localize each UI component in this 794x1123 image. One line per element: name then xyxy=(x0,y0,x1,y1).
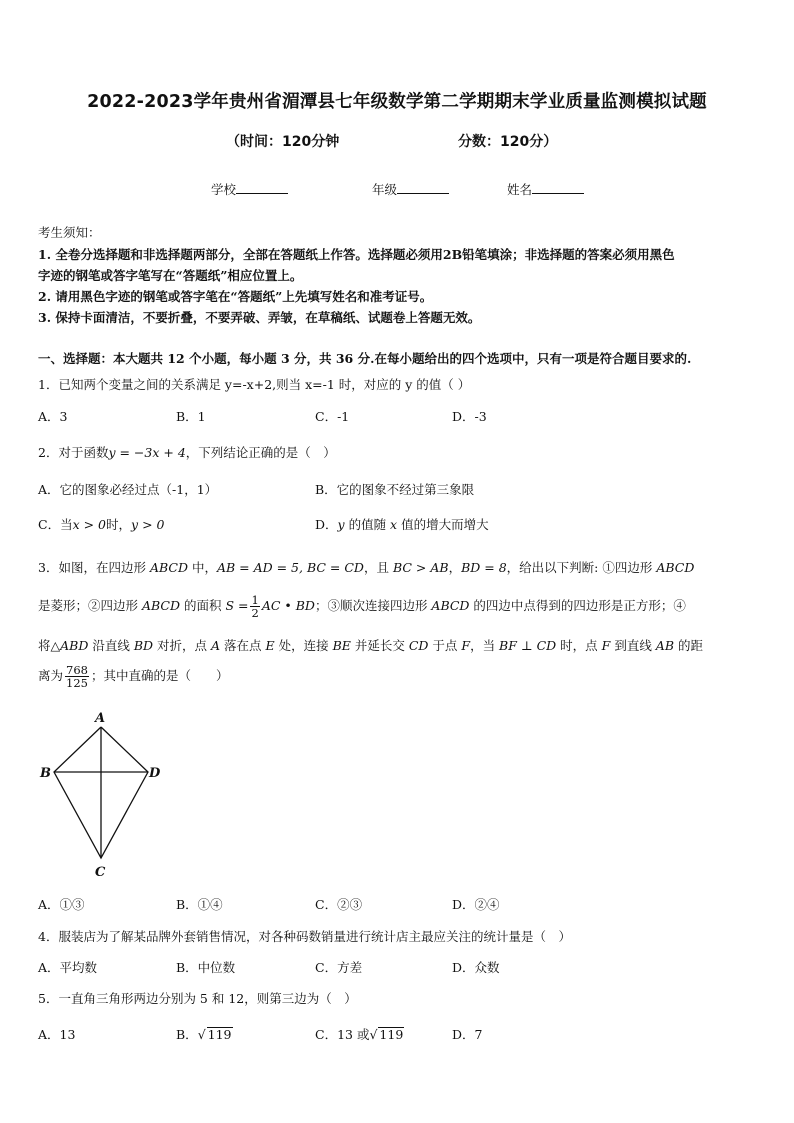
grade-blank xyxy=(397,181,449,194)
q2-stem-pre: 2．对于函数 xyxy=(38,445,109,460)
q5-option-c: C．13 或√ 119 xyxy=(315,1027,404,1042)
q3-math: AB = AD = 5, BC = CD xyxy=(216,560,364,575)
q3-option-b: B．①④ xyxy=(176,897,223,912)
q2-option-d xyxy=(315,515,489,533)
notice-heading: 考生须知： xyxy=(38,225,101,240)
notice-item: 字迹的钢笔或答字笔写在“答题纸”相应位置上。 xyxy=(38,268,303,283)
q3-math: ABCD xyxy=(656,560,695,575)
sqrt-value: 119 xyxy=(379,1027,404,1042)
q3-text: 时，点 xyxy=(556,638,602,653)
q3-option-d: D．②④ xyxy=(452,897,500,912)
q3-text: 落在点 xyxy=(220,638,266,653)
q2-formula: y = −3x + 4 xyxy=(108,445,186,460)
q3-option-a: A．①③ xyxy=(38,897,85,912)
q2-optd-pre: D． xyxy=(315,517,338,532)
q5-optb-pre: B． xyxy=(176,1027,198,1042)
q2-optc-pre: C．当 xyxy=(38,517,73,532)
question-1-stem: 1．已知两个变量之间的关系满足 y=-x+2,则当 x=-1 时，对应的 y 的值（ ） xyxy=(38,377,471,392)
q2-option-c xyxy=(38,515,164,533)
school-label: 学校 xyxy=(211,182,237,197)
q3-frac-num: 768 xyxy=(66,663,88,677)
q3-math: BD = 8 xyxy=(461,560,507,575)
name-label: 姓名 xyxy=(507,182,533,197)
q3-text: 对折，点 xyxy=(153,638,211,653)
q4-option-d: D．众数 xyxy=(452,960,500,975)
q3-text: ， xyxy=(448,560,462,575)
question-2-stem xyxy=(38,443,336,461)
exam-time: （时间：120分钟 xyxy=(226,134,340,150)
q3-fraction-distance xyxy=(65,664,89,689)
section-heading: 一、选择题：本大题共 12 个小题，每小题 3 分，共 36 分.在每小题给出的四个选项中，只有一项是符合题目要求的. xyxy=(38,351,692,366)
school-blank xyxy=(236,181,288,194)
vertex-label-d: D xyxy=(149,766,161,781)
q3-text: 的四边中点得到的四边形是正方形；④ xyxy=(469,598,686,614)
q2-optd-y: y xyxy=(337,517,345,532)
q3-math: CD xyxy=(408,638,429,653)
q3-math: AC • BD xyxy=(261,598,315,614)
q5-optc-pre: C．13 或 xyxy=(315,1027,370,1042)
vertex-label-a: A xyxy=(95,711,106,726)
school-field xyxy=(211,180,288,198)
notice-item: 1. 全卷分选择题和非选择题两部分，全部在答题纸上作答。选择题必须用2B铅笔填涂；非选择题的答案必须用黑色 xyxy=(38,247,675,262)
q3-math: BC > AB xyxy=(392,560,449,575)
q2-optd-post: 值的增大而增大 xyxy=(397,517,489,532)
q3-frac-den: 125 xyxy=(66,676,88,691)
q3-math: BF ⊥ CD xyxy=(499,638,557,653)
q4-option-a: A．平均数 xyxy=(38,960,98,975)
q3-option-c: C．②③ xyxy=(315,897,363,912)
q3-text: 是菱形；②四边形 xyxy=(38,598,142,614)
q5-option-b: B．√ 119 xyxy=(176,1027,232,1042)
quadrilateral-figure xyxy=(38,706,164,882)
q3-math: △ABD xyxy=(50,638,89,653)
name-field xyxy=(507,180,584,198)
q3-fraction-half xyxy=(250,594,259,619)
exam-score: 分数：120分） xyxy=(458,134,558,150)
q3-text: ；③顺次连接四边形 xyxy=(314,598,432,614)
q3-frac-den: 2 xyxy=(251,606,259,621)
q3-text: 离为 xyxy=(38,668,64,684)
q3-text: ，给出以下判断: ①四边形 xyxy=(506,560,657,575)
q3-text: 并延长交 xyxy=(350,638,409,653)
notice-item: 3. 保持卡面清洁，不要折叠，不要弄破、弄皱，在草稿纸、试题卷上答题无效。 xyxy=(38,310,481,325)
q3-math: S = xyxy=(225,598,249,614)
q5-option-d: D．7 xyxy=(452,1027,483,1042)
q1-option-a: A．3 xyxy=(38,409,68,424)
q2-option-a: A．它的图象必经过点（-1，1） xyxy=(38,482,218,497)
q2-optc-mid: 时， xyxy=(106,517,132,532)
q3-math: BD xyxy=(133,638,154,653)
q3-math: BE xyxy=(332,638,351,653)
q4-option-b: B．中位数 xyxy=(176,960,236,975)
q3-text: 到直线 xyxy=(610,638,656,653)
q3-text: 3．如图，在四边形 xyxy=(38,560,150,575)
q3-math: ABCD xyxy=(149,560,188,575)
question-3-line4 xyxy=(38,664,228,689)
vertex-label-c: C xyxy=(95,865,106,880)
q3-math: ABCD xyxy=(141,598,181,614)
q2-option-b: B．它的图象不经过第三象限 xyxy=(315,482,475,497)
grade-field xyxy=(372,180,449,198)
question-3-line3 xyxy=(38,636,703,654)
q3-text: 将 xyxy=(38,638,51,653)
question-3-line2 xyxy=(38,594,686,619)
q3-math: AB xyxy=(655,638,675,653)
q3-math: F xyxy=(601,638,611,653)
q3-math: ABCD xyxy=(431,598,470,614)
question-4-stem: 4．服装店为了解某品牌外套销售情况，对各种码数销量进行统计店主最应关注的统计量是（ ） xyxy=(38,929,571,944)
q5-option-a: A．13 xyxy=(38,1027,76,1042)
q1-option-d: D．-3 xyxy=(452,409,487,424)
q1-option-b: B．1 xyxy=(176,409,206,424)
q3-text: ，当 xyxy=(470,638,500,653)
q3-math: F xyxy=(461,638,471,653)
q4-option-c: C．方差 xyxy=(315,960,363,975)
q2-optd-x: x xyxy=(390,517,398,532)
q3-text: 沿直线 xyxy=(88,638,134,653)
q2-stem-post: ，下列结论正确的是（ ） xyxy=(185,445,336,460)
q2-optd-mid: 的值随 xyxy=(344,517,391,532)
q3-math: E xyxy=(265,638,275,653)
q3-frac-num: 1 xyxy=(251,593,259,607)
q3-text: ，且 xyxy=(363,560,393,575)
name-blank xyxy=(532,181,584,194)
grade-label: 年级 xyxy=(372,182,398,197)
q3-text: ；其中直确的是（ ） xyxy=(90,668,229,684)
q2-optc-f1: x > 0 xyxy=(72,517,107,532)
q3-text: 于点 xyxy=(428,638,462,653)
q3-text: 中， xyxy=(187,560,217,575)
notice-item: 2. 请用黑色字迹的钢笔或答字笔在“答题纸”上先填写姓名和准考证号。 xyxy=(38,289,433,304)
q2-optc-f2: y > 0 xyxy=(131,517,165,532)
q3-math: A xyxy=(211,638,221,653)
q3-text: 的面积 xyxy=(180,598,226,614)
q3-text: 的距 xyxy=(674,638,703,653)
exam-title: 2022-2023学年贵州省湄潭县七年级数学第二学期期末学业质量监测模拟试题 xyxy=(87,92,707,112)
vertex-label-b: B xyxy=(40,766,51,781)
q3-text: 处，连接 xyxy=(274,638,333,653)
sqrt-value: 119 xyxy=(207,1027,232,1042)
question-5-stem: 5．一直角三角形两边分别为 5 和 12，则第三边为（ ） xyxy=(38,991,357,1006)
question-3-line1 xyxy=(38,558,694,576)
q1-option-c: C．-1 xyxy=(315,409,350,424)
